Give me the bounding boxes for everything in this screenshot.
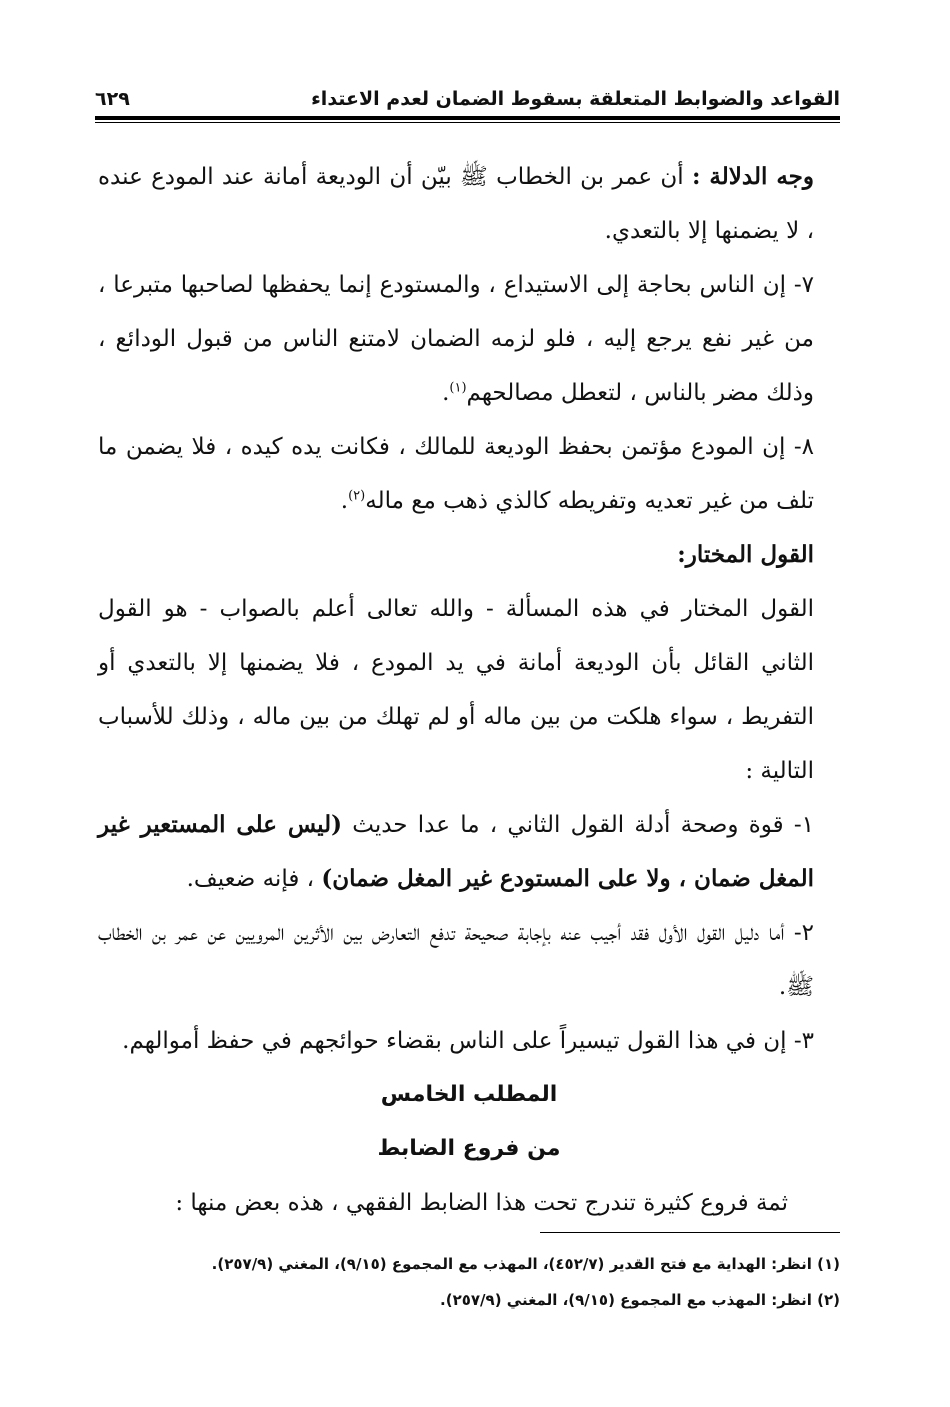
page-number: ٦٢٩: [95, 88, 130, 110]
reason-1-end: ، فإنه ضعيف.: [186, 866, 322, 892]
footnote-1: (١) انظر: الهداية مع فتح القدير (٤٥٢/٧)، المهذب مع المجموع (٩/١٥)، المغني (٢٥٧/٩).: [211, 1255, 840, 1273]
footnote-ref-2[interactable]: (٢): [348, 488, 366, 504]
paragraph-evidence: [98, 150, 840, 258]
header-rule-thick: [95, 116, 840, 120]
paragraph-chosen-opinion: القول المختار في هذه المسألة - والله تعالى أعلم بالصواب - هو القول الثاني القائل بأن الوديعة أمانة في يد المودع ، فلا يضمنها إلا بالتعدي أو التفريط ، سواء هلكت من بين ماله أو لم تهلك من بين ماله ، وذلك للأسباب التالية :: [98, 596, 814, 784]
main-text: [98, 150, 840, 1230]
paragraph-point-7: [98, 258, 840, 420]
section-title-1: المطلب الخامس: [380, 1082, 558, 1107]
point-7-end: .: [442, 380, 450, 406]
footnote-separator: [540, 1232, 840, 1233]
paragraph-branches-intro: ثمة فروع كثيرة تندرج تحت هذا الضابط الفقهي ، هذه بعض منها :: [175, 1190, 788, 1216]
evidence-label: وجه الدلالة :: [691, 163, 815, 190]
paragraph-reason-2: ٢- أما دليل القول الأول فقد أجيب عنه بإجابة صحيحة تدفع التعارض بين الأثرين المرويين عن عمر بن الخطاب ﷺ.: [98, 920, 814, 1000]
section-title-2: من فروع الضابط: [377, 1136, 561, 1161]
page-header: [95, 78, 840, 110]
footnote-2: (٢) انظر: المهذب مع المجموع (٩/١٥)، المغني (٢٥٧/٩).: [440, 1291, 840, 1309]
point-7-text: ٧- إن الناس بحاجة إلى الاستيداع ، والمستودع إنما يحفظها لصاحبها متبرعا ، من غير نفع يرجع إليه ، فلو لزمه الضمان لامتنع الناس من قبول الودائع ، وذلك مضر بالناس ، لتعطل مصالحهم: [98, 272, 814, 406]
point-8-text: ٨- إن المودع مؤتمن بحفظ الوديعة للمالك ، فكانت يده كيده ، فلا يضمن ما تلف من غير تعديه وتفريطه كالذي ذهب مع ماله: [98, 434, 814, 514]
point-8-end: .: [340, 488, 349, 514]
paragraph-reason-1: [98, 798, 840, 906]
chosen-opinion-heading: القول المختار:: [677, 541, 814, 568]
footnote-ref-1[interactable]: (١): [449, 380, 467, 396]
paragraph-point-8: [98, 420, 840, 528]
hadith-quote: (ليس على المستعير غير المغل ضمان ، ولا على المستودع غير المغل ضمان): [98, 811, 814, 892]
header-rule-thin: [95, 122, 840, 123]
running-title: القواعد والضوابط المتعلقة بسقوط الضمان لعدم الاعتداء: [311, 88, 840, 110]
evidence-text: أن عمر بن الخطاب ﷺ بيّن أن الوديعة أمانة عند المودع عنده ، لا يضمنها إلا بالتعدي.: [98, 164, 814, 244]
reason-1-text: ١- قوة وصحة أدلة القول الثاني ، ما عدا حديث: [342, 812, 814, 838]
paragraph-reason-3: ٣- إن في هذا القول تيسيراً على الناس بقضاء حوائجهم في حفظ أموالهم.: [122, 1028, 814, 1054]
footnotes: [98, 1246, 840, 1318]
